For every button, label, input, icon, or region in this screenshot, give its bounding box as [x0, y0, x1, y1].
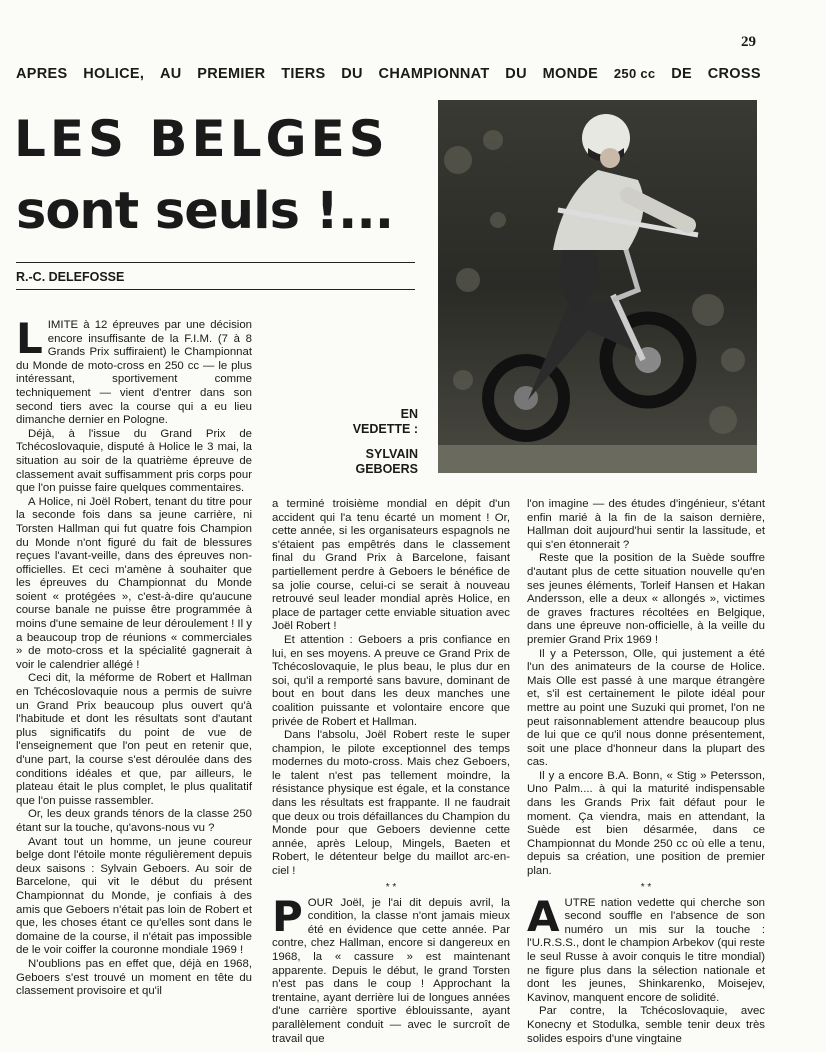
- kicker-word: PREMIER: [197, 66, 266, 82]
- section-separator: * *: [385, 881, 397, 893]
- paragraph: N'oublions pas en effet que, déjà en 1968, Geboers s'est trouvé un moment en tête du classement provisoire et qu'il: [16, 957, 252, 998]
- paragraph: Et attention : Geboers a pris confiance en lui, en ses moyens. A preuve ce Grand Prix de Tchécoslovaquie, le plus beau, le plus dur en soi, qu'il a remporté sans bavure, dominant de bout en bout dans les deux manches une coalition puissante et volontaire encore que privée de Robert et Hallman.: [272, 633, 510, 728]
- paragraph: Reste que la position de la Suède souffre d'autant plus de cette situation nouvelle qu'en ses jeunes éléments, Torleif Hansen et Hakan Andersson, elle a deux « allongés », victimes de graves fractures récoltées en Belgique, dans une épreuve non-officielle, à la veille du premier Grand Prix 1969 !: [527, 552, 765, 646]
- kicker-word: APRES: [16, 66, 68, 82]
- article-column-3: [527, 498, 765, 1046]
- caption-line: GEBOERS: [355, 462, 418, 476]
- headline-line-2: sont seuls !...: [16, 182, 394, 241]
- article-column-1: [16, 314, 252, 999]
- paragraph: a terminé troisième mondial en dépit d'un accident qui l'a tenu écarté un moment ! Or, cette année, si les organisateurs espagnols ne s'étaient pas empêtrés dans le classement final du Grand Prix à Barcelone, faisant partiellement perdre à Geboers le bénéfice de sa jolie course, celui-ci se serait à nouveau retrouvé seul leader mondial après Holice, en place de partager cette enviable situation avec Joël Robert !: [272, 498, 510, 633]
- article-column-2: [272, 498, 510, 1046]
- paragraph: Ceci dit, la méforme de Robert et Hallman en Tchécoslovaquie nous a permis de suivre un Grand Prix beaucoup plus ouvert qu'à l'habitude et dont les résultats sont d'autant plus significatifs du point de vue de l'enseignement que l'on peut en retenir que, d'une part, la course s'est déroulée dans des conditions idéales et que, par ailleurs, le plateau était le plus complet, le plus qualitatif que l'on puisse rassembler.: [16, 672, 252, 807]
- kicker-word: HOLICE,: [83, 66, 145, 82]
- paragraph: IMITE à 12 épreuves par une décision encore insuffisante de la F.I.M. (7 à 8 Grands Prix suffiraient) le Championnat du Monde de moto-cross en 250 cc — le plus intéressant, sportivement comme techniquement — vient d'entrer dans son second tiers avec la course qui a eu lieu dimanche dernier en Pologne.: [16, 319, 252, 427]
- divider-top: [16, 262, 415, 263]
- paragraph: OUR Joël, je l'ai dit depuis avril, la condition, la classe n'ont jamais mieux été en évidence que cette année. Par contre, chez Hallman, encore si dangereux en 1968, la « cassure » est maintenant apparente. Depuis le début, le grand Torsten n'est pas dans le coup ! Approchant la trentaine, ayant derrière lui de longues années d'une carrière sportive éblouissante, ayant parallèlement conduit — avec le surcroît de travail que: [272, 896, 510, 1045]
- drop-cap: A: [527, 891, 560, 941]
- headline-line-1: LES BELGES: [14, 110, 389, 168]
- caption-line: VEDETTE :: [352, 422, 418, 436]
- paragraph: Il y a Petersson, Olle, qui justement a été l'un des animateurs de la course de Holice. Mais Olle est passé à une marque étrangère et, s'il est certainement le pilote idéal pour mettre au point une Suzuki qui promet, l'on ne peut raisonnablement attendre beaucoup plus de lui que ce qu'il nous donne présentement, soit une place d'honneur dans la plupart des cas.: [527, 647, 765, 769]
- paragraph: l'on imagine — des études d'ingénieur, s'étant enfin marié à la fin de la saison dernière, Hallman doit aujourd'hui sentir la lassitude, et qui s'en étonnerait ?: [527, 498, 765, 551]
- kicker-word: TIERS: [281, 66, 326, 82]
- motocross-rider-photo: [438, 100, 757, 473]
- drop-cap: L: [16, 314, 43, 363]
- page-number: 29: [741, 34, 756, 50]
- paragraph: Or, les deux grands ténors de la classe 250 étant sur la touche, qu'avons-nous vu ?: [16, 808, 252, 834]
- divider-bottom: [16, 289, 415, 290]
- kicker-word: DU: [341, 66, 363, 82]
- kicker-word: AU: [159, 66, 182, 82]
- paragraph: Par contre, la Tchécoslovaquie, avec Konecny et Stodulka, semble tenir deux très solides espoirs d'une vingtaine: [527, 1005, 765, 1045]
- kicker-word: DU: [505, 66, 527, 82]
- caption-line: SYLVAIN: [365, 447, 418, 461]
- motocross-rider-photo-icon: [438, 100, 757, 473]
- kicker-word: CHAMPIONNAT: [378, 66, 490, 82]
- paragraph: Déjà, à l'issue du Grand Prix de Tchécoslovaquie, disputé à Holice le 3 mai, la situation au soir de la quatrième épreuve de classement avait suffisamment pris corps pour que l'on puisse faire quelques commentaires.: [16, 427, 252, 495]
- kicker-word: 250 cc: [613, 66, 656, 81]
- section-separator: * *: [640, 881, 652, 893]
- kicker-word: CROSS: [707, 66, 761, 82]
- kicker-word: DE: [671, 66, 692, 82]
- paragraph: Dans l'absolu, Joël Robert reste le super champion, le pilote exceptionnel des temps modernes du moto-cross. Mais chez Geboers, le talent n'est pas tellement moindre, la résistance physique est égale, et la constance dans les résultats est frappante. Il ne faudrait que deux ou trois défaillances du Champion du Monde pour que Geboers devienne cette année, après Leloup, Mingels, Baeten et Robert, le détenteur belge du maillot arc-en-ciel !: [272, 729, 510, 878]
- paragraph: Il y a encore B.A. Bonn, « Stig » Petersson, Uno Palm.... à qui la maturité indispensable dans les Grands Prix fait défaut pour le moment. Ça viendra, mais en attendant, la Suède est bien désarmée, dans ce Championnat du Monde 250 cc où elle a tenu, depuis sa création, une position de premier plan.: [527, 769, 765, 878]
- kicker-headline: [16, 66, 761, 82]
- paragraph: Avant tout un homme, un jeune coureur belge dont l'étoile monte régulièrement depuis deux saisons : Sylvain Geboers. Au soir de Barcelone, qui vit le début du présent Championnat du Monde, je confiais à des amis que Geboers n'était pas loin de Robert et que, les choses étant ce qu'elles sont dans le domaine de la course, il n'était pas impossible de le voir coiffer la couronne mondiale 1969 !: [16, 835, 252, 957]
- byline: R.-C. DELEFOSSE: [16, 270, 125, 284]
- drop-cap: P: [272, 891, 303, 941]
- paragraph: A Holice, ni Joël Robert, tenant du titre pour la seconde fois dans sa jeune carrière, ni Torsten Hallman qui fut quatre fois Champion du Monde n'ont figuré du fait de blessures reçues l'avant-veille, dans des épreuves non-officielles. Et ceci m'amène à souhaiter que les épreuves du Championnat du Monde soient « protégées », c'est-à-dire qu'aucune course banale ne puisse être programmée à moins d'une semaine de leur déroulement ! Il y a beaucoup trop de réunions « commerciales » de moto-cross et la spécialité gagnerait à voir le calendrier allégé !: [16, 495, 252, 671]
- photo-caption: [338, 407, 418, 477]
- paragraph: UTRE nation vedette qui cherche son second souffle en l'absence de son numéro un mis sur la touche : l'U.R.S.S., dont le champion Arbekov (qui reste le seul Russe à avoir conquis le titre mondial) ne figure plus dans la sélection nationale et dont les jeunes, Shinkarenko, Moisejev, Kavinov, manquent encore de solidité.: [527, 896, 765, 1004]
- caption-line: EN: [400, 407, 418, 421]
- kicker-word: MONDE: [542, 66, 599, 82]
